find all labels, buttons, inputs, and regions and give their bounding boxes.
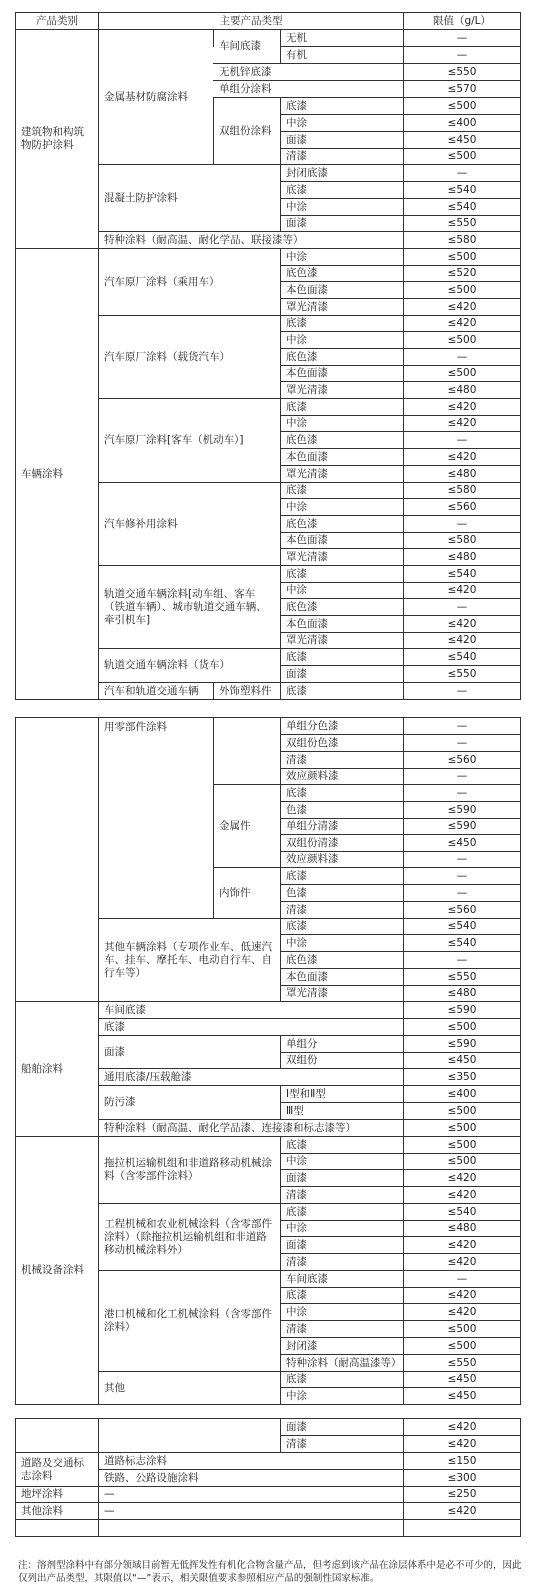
limit-value: ≤500 [447, 283, 477, 296]
limit-value: ≤420 [447, 1305, 477, 1318]
inorganic: 无机 [286, 31, 307, 44]
single-clear-coat: 单组分清漆 [286, 820, 339, 832]
limit-value: — [456, 869, 468, 882]
type-3: Ⅲ型 [286, 1104, 304, 1117]
limit-value: — [456, 719, 468, 732]
limit-value: ≤540 [447, 567, 477, 580]
limit-value: — [456, 736, 468, 749]
metal-parts: 金属件 [219, 819, 251, 832]
solid-topcoat: 本色面漆 [286, 534, 328, 546]
limit-value: ≤420 [447, 634, 477, 646]
clear-coat: 清漆 [286, 1255, 307, 1268]
limit-value: ≤420 [447, 1420, 477, 1433]
general-primer: 通用底漆/压载舱漆 [104, 1070, 192, 1083]
limit-value: ≤560 [447, 903, 477, 916]
category-other: 其他涂料 [21, 1504, 63, 1517]
topcoat: 面漆 [104, 1045, 125, 1058]
limit-value: — [456, 600, 468, 613]
clearcoat: 罩光清漆 [286, 300, 328, 313]
base-coat: 底色漆 [286, 517, 318, 530]
auto-rail-vehicle: 汽车和轨道交通车辆 [104, 684, 199, 697]
limit-value: ≤540 [447, 936, 477, 949]
effect-pigment-coat: 效应颜料漆 [286, 770, 339, 782]
header-main-type: 主要产品类型 [219, 14, 283, 27]
limit-value: ≤420 [447, 1171, 477, 1184]
limit-value: — [456, 517, 468, 530]
limit-value: ≤550 [447, 970, 477, 983]
color-coat: 色漆 [286, 886, 307, 899]
clearcoat: 罩光清漆 [286, 383, 328, 396]
base-coat: 底色漆 [286, 267, 318, 279]
limit-value: ≤500 [447, 150, 477, 162]
mid-coat: 中涂 [286, 1305, 307, 1318]
limit-value: ≤450 [447, 1373, 477, 1385]
limit-value: ≤560 [447, 500, 477, 513]
refinish-coating: 汽车修补用涂料 [104, 517, 178, 530]
limit-value: ≤420 [447, 300, 477, 313]
clearcoat: 罩光清漆 [286, 987, 328, 999]
header-category: 产品类别 [36, 14, 78, 27]
limit-value: ≤480 [447, 1222, 477, 1234]
solid-topcoat: 本色面漆 [286, 283, 328, 296]
limit-value: ≤540 [447, 183, 477, 196]
limit-value: ≤540 [447, 650, 477, 663]
concrete-protection: 混凝土防护涂料 [104, 191, 178, 204]
primer: 底漆 [286, 317, 307, 329]
limit-value: ≤300 [447, 1471, 477, 1484]
sealer-primer: 封闭底漆 [286, 166, 328, 179]
base-coat: 底色漆 [286, 600, 318, 613]
primer: 底漆 [286, 684, 307, 697]
limit-value: — [456, 786, 468, 799]
limit-value: ≤500 [447, 99, 477, 112]
primer: 底漆 [286, 786, 307, 799]
dash-mark: — [104, 1488, 115, 1500]
port-machinery-coating: 港口机械和化工机械涂料（含零部件涂料） [104, 1308, 272, 1333]
workshop-primer: 车间底漆 [219, 40, 261, 52]
category-building: 建筑物和构筑物防护涂料 [21, 126, 84, 151]
limit-value: ≤550 [447, 217, 477, 229]
limit-value: ≤540 [447, 1205, 477, 1218]
exterior-plastic: 外饰塑料件 [219, 684, 272, 697]
limit-value: ≤480 [447, 550, 477, 563]
limit-value: ≤450 [447, 836, 477, 849]
topcoat: 面漆 [286, 133, 307, 146]
limit-value: ≤420 [447, 1289, 477, 1301]
limit-value: ≤540 [447, 920, 477, 932]
other-vehicle-coating: 其他车辆涂料（专项作业车、低速汽车、挂车、摩托车、电动自行车、自行车等） [104, 940, 272, 979]
limit-value: — [456, 684, 468, 697]
primer: 底漆 [104, 1020, 125, 1033]
mid-coat: 中涂 [286, 584, 307, 596]
mid-coat: 中涂 [286, 200, 307, 213]
limit-value: ≤150 [447, 1454, 477, 1467]
double-color-coat: 双组份色漆 [286, 736, 339, 749]
interior-parts: 内饰件 [219, 886, 251, 899]
primer: 底漆 [286, 920, 307, 932]
bus-oem-coating: 汽车原厂涂料[客车（机动车）] [104, 434, 244, 446]
clear-coat: 清漆 [286, 150, 307, 162]
limit-value: ≤420 [447, 400, 477, 413]
limit-value: ≤420 [447, 1437, 477, 1450]
clear-coat: 清漆 [286, 1188, 307, 1201]
primer: 底漆 [286, 1289, 307, 1301]
clearcoat: 罩光清漆 [286, 634, 328, 646]
limit-value: ≤450 [447, 133, 477, 146]
base-coat: 底色漆 [286, 953, 318, 966]
road-marking-coating: 道路标志涂料 [104, 1454, 167, 1467]
limit-value: ≤420 [447, 617, 477, 630]
limit-value: ≤500 [447, 1121, 477, 1134]
rail-freight-coating: 轨道交通车辆涂料（货车） [104, 659, 230, 671]
workshop-primer: 车间底漆 [104, 1003, 146, 1016]
limit-value: ≤580 [447, 484, 477, 496]
limit-value: ≤420 [447, 317, 477, 329]
limit-value: ≤590 [447, 820, 477, 832]
mid-coat: 中涂 [286, 936, 307, 949]
limit-value: — [456, 953, 468, 966]
limit-value: ≤420 [447, 1255, 477, 1268]
workshop-primer: 车间底漆 [286, 1272, 328, 1285]
limit-value: ≤420 [447, 1238, 477, 1251]
primer: 底漆 [286, 1205, 307, 1218]
topcoat: 面漆 [286, 1171, 307, 1184]
solid-topcoat: 本色面漆 [286, 450, 328, 463]
limit-value: — [456, 166, 468, 179]
limit-value: — [456, 853, 468, 865]
limit-value: ≤420 [447, 1504, 477, 1517]
parts-coating: 用零部件涂料 [104, 721, 167, 733]
clear-coat: 清漆 [286, 1437, 307, 1450]
primer: 底漆 [286, 650, 307, 663]
limit-value: — [456, 433, 468, 446]
car-oem-coating: 汽车原厂涂料（乘用车） [104, 275, 220, 288]
rail-vehicle-coating: 轨道交通车辆涂料[动车组、客车（铁道车辆）、城市轨道交通车辆、牵引机车] [104, 587, 267, 626]
limit-value: ≤500 [447, 1020, 477, 1033]
clearcoat: 罩光清漆 [286, 467, 328, 480]
topcoat: 面漆 [286, 667, 307, 680]
limit-value: ≤450 [447, 1054, 477, 1066]
double-clear-coat: 双组份清漆 [286, 836, 339, 849]
mid-coat: 中涂 [286, 116, 307, 129]
metal-anticorrosion: 金属基材防腐涂料 [104, 90, 188, 103]
limit-value: ≤540 [447, 200, 477, 213]
limit-value: ≤590 [447, 1003, 477, 1016]
mid-coat: 中涂 [286, 417, 307, 429]
limit-value: ≤400 [447, 116, 477, 129]
mid-coat: 中涂 [286, 333, 307, 346]
limit-value: ≤580 [447, 534, 477, 546]
base-coat: 底色漆 [286, 433, 318, 446]
mid-coat: 中涂 [286, 500, 307, 513]
clear-coat: 清漆 [286, 903, 307, 916]
primer: 底漆 [286, 1373, 307, 1385]
category-machinery: 机械设备涂料 [21, 1264, 84, 1276]
double-coating: 双组份涂料 [219, 124, 272, 137]
limit-value: ≤420 [447, 417, 477, 429]
primer: 底漆 [286, 183, 307, 196]
limit-value: ≤550 [447, 65, 477, 78]
limit-value: ≤500 [447, 1155, 477, 1167]
limit-value: — [456, 770, 468, 782]
limit-value: ≤590 [447, 803, 477, 816]
primer: 底漆 [286, 400, 307, 413]
limit-value: ≤500 [447, 333, 477, 346]
truck-oem-coating: 汽车原厂涂料（载货汽车） [104, 350, 230, 363]
category-vehicle: 车辆涂料 [21, 467, 63, 480]
base-coat: 底色漆 [286, 350, 318, 363]
limit-value: ≤500 [447, 250, 477, 263]
mid-coat: 中涂 [286, 250, 307, 263]
primer: 底漆 [286, 869, 307, 882]
limit-value: ≤570 [447, 82, 477, 95]
clear-coat: 清漆 [286, 753, 307, 766]
category-road: 道路及交通标志涂料 [21, 1456, 84, 1482]
topcoat: 面漆 [286, 217, 307, 229]
limit-value: ≤250 [447, 1488, 477, 1500]
limit-value: ≤450 [447, 1389, 477, 1402]
engineering-machinery-coating: 工程机械和农业机械涂料（含零部件涂料）（除拖拉机运输机组和非道路移动机械涂料外） [104, 1217, 272, 1256]
type-1-2: Ⅰ型和Ⅱ型 [286, 1087, 326, 1100]
limit-value: ≤400 [447, 1087, 477, 1100]
limit-value: ≤590 [447, 1037, 477, 1050]
topcoat: 面漆 [286, 1238, 307, 1251]
limit-value: ≤480 [447, 987, 477, 999]
limit-value: ≤550 [447, 1356, 477, 1369]
limit-value: ≤420 [447, 584, 477, 596]
single-component: 单组分 [286, 1037, 318, 1050]
limit-value: ≤500 [447, 1322, 477, 1335]
limit-value: — [456, 1272, 468, 1285]
limit-value: ≤520 [447, 267, 477, 279]
single-coating: 单组分涂料 [219, 82, 272, 95]
limit-value: ≤550 [447, 667, 477, 680]
railway-facility-coating: 铁路、公路设施涂料 [104, 1471, 199, 1484]
limit-value: ≤580 [447, 233, 477, 246]
effect-pigment-coat: 效应颜料漆 [286, 853, 339, 865]
clearcoat: 罩光清漆 [286, 550, 328, 563]
limit-value: ≤350 [447, 1070, 477, 1083]
single-color-coat: 单组分色漆 [286, 719, 339, 732]
mid-coat: 中涂 [286, 1389, 307, 1402]
limit-value: ≤500 [447, 367, 477, 379]
limit-value: ≤500 [447, 1104, 477, 1117]
solid-topcoat: 本色面漆 [286, 970, 328, 983]
dash-mark: — [104, 1504, 115, 1517]
solid-topcoat: 本色面漆 [286, 367, 328, 379]
antifouling: 防污漆 [104, 1096, 136, 1108]
category-ship: 船舶涂料 [21, 1062, 63, 1075]
high-temp-coating: 特种涂料（耐高温漆等） [286, 1356, 402, 1369]
primer: 底漆 [286, 484, 307, 496]
clear-coat: 清漆 [286, 1322, 307, 1335]
solid-topcoat: 本色面漆 [286, 617, 328, 630]
tractor-coating: 拖拉机运输机组和非道路移动机械涂料（含零部件涂料） [104, 1157, 272, 1182]
special-coating: 特种涂料（耐高温、耐化学品、联接漆等） [104, 233, 304, 246]
color-coat: 色漆 [286, 803, 307, 816]
footnote: 注：溶剂型涂料中有部分领域目前暂无低挥发性有机化合物含量产品，但考虑到该产品在涂层体系中是必不可少的，因此仅列出产品类型，其限值以“—”表示，相关限值要求参照相应产品的强制性国家标准。 [18, 1560, 522, 1584]
limit-value: ≤560 [447, 753, 477, 766]
ship-special-coating: 特种涂料（耐高温、耐化学品漆、连接漆和标志漆等） [104, 1121, 356, 1134]
limit-value: — [456, 886, 468, 899]
category-floor: 地坪涂料 [21, 1488, 63, 1500]
mid-coat: 中涂 [286, 1222, 307, 1234]
primer: 底漆 [286, 567, 307, 580]
sealer-coat: 封闭漆 [286, 1339, 318, 1352]
primer: 底漆 [286, 99, 307, 112]
limit-value: — [456, 350, 468, 363]
limit-value: ≤480 [447, 383, 477, 396]
zinc-primer: 无机锌底漆 [219, 65, 272, 78]
limit-value: — [456, 48, 468, 61]
other-machinery: 其他 [104, 1381, 125, 1394]
limit-value: ≤500 [447, 1339, 477, 1352]
limit-value: ≤420 [447, 1188, 477, 1201]
double-component: 双组份 [286, 1054, 318, 1066]
primer: 底漆 [286, 1138, 307, 1151]
limit-value: ≤500 [447, 1138, 477, 1151]
limit-value: ≤480 [447, 467, 477, 480]
organic: 有机 [286, 48, 307, 61]
limit-value: — [456, 31, 468, 44]
header-limit: 限值（g/L） [432, 14, 492, 27]
topcoat: 面漆 [286, 1420, 307, 1433]
mid-coat: 中涂 [286, 1155, 307, 1167]
limit-value: ≤420 [447, 450, 477, 463]
